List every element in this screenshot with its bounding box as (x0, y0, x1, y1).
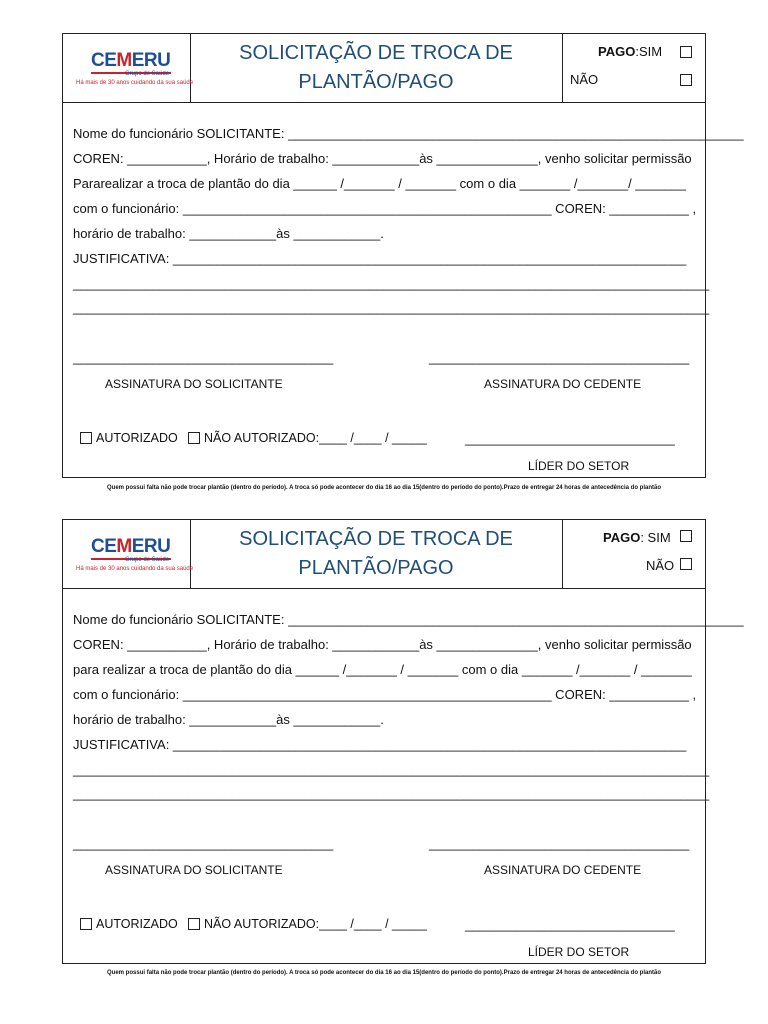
signature-line-solicitante[interactable]: ____________________________________ (73, 836, 334, 851)
nao-autorizado-option[interactable]: NÃO AUTORIZADO:____ /____ / _____ (188, 917, 427, 931)
title-cell (190, 520, 563, 588)
pago-cell (562, 34, 705, 102)
field-justificativa-line[interactable]: ________________________________________________________________________________________ (73, 300, 710, 315)
field-justificativa[interactable]: JUSTIFICATIVA: _______________________________________________________________________ (73, 251, 687, 266)
field-horario[interactable]: horário de trabalho: ____________às ____________. (73, 226, 384, 241)
field-datas[interactable]: Pararealizar a troca de plantão do dia ______ /_______ / _______ com o dia _______ /_______/ _______ (73, 176, 686, 191)
autorizado-checkbox[interactable] (80, 432, 92, 444)
signature-label-cedente: ASSINATURA DO CEDENTE (484, 863, 642, 877)
form-title: SOLICITAÇÃO DE TROCA DE PLANTÃO/PAGO (239, 42, 513, 93)
signature-label-cedente: ASSINATURA DO CEDENTE (484, 377, 642, 391)
logo (63, 520, 194, 588)
field-justificativa[interactable]: JUSTIFICATIVA: _______________________________________________________________________ (73, 737, 687, 752)
field-funcionario[interactable]: com o funcionário: ___________________________________________________ COREN: ___________ , (73, 687, 697, 702)
pago-sim-row: PAGO :SIM (598, 44, 663, 59)
nao-autorizado-checkbox[interactable] (188, 918, 200, 930)
form-title: SOLICITAÇÃO DE TROCA DE PLANTÃO/PAGO (239, 528, 513, 579)
field-datas[interactable]: para realizar a troca de plantão do dia ______ /_______ / _______ com o dia _______ /_______ / _______ (73, 662, 692, 677)
signature-label-solicitante: ASSINATURA DO SOLICITANTE (105, 377, 283, 391)
logo-subtitle: Grupo de Saúde (125, 557, 170, 563)
autorizado-checkbox[interactable] (80, 918, 92, 930)
field-nome[interactable]: Nome do funcionário SOLICITANTE: _______________________________________________________________ (73, 126, 744, 141)
pago-cell (562, 520, 705, 588)
logo-tagline: Há mais de 30 anos cuidando da sua saúde (76, 80, 194, 86)
field-horario[interactable]: horário de trabalho: ____________às ____________. (73, 712, 384, 727)
field-coren[interactable]: COREN: ___________, Horário de trabalho: ____________às ______________, venho solicitar permissão (73, 637, 692, 652)
lider-label: LÍDER DO SETOR (528, 945, 630, 959)
pago-sim-row: PAGO : SIM (603, 530, 671, 545)
field-funcionario[interactable]: com o funcionário: ___________________________________________________ COREN: ___________ , (73, 201, 697, 216)
lider-signature-line[interactable]: _____________________________ (465, 431, 675, 446)
lider-signature-line[interactable]: _____________________________ (465, 917, 675, 932)
pago-sim-checkbox[interactable] (680, 530, 692, 542)
field-coren[interactable]: COREN: ___________, Horário de trabalho: ____________às ______________, venho solicitar permissão (73, 151, 692, 166)
form-2 (62, 519, 744, 964)
footnote-2: Quem possui falta não pode trocar plantão (dentro do período). A troca só pode acontecer do dia 16 ao dia 15(dentro do período do ponto).Prazo de entregar 24 horas de antecedência do plantão (107, 970, 661, 976)
form-header (63, 34, 705, 103)
title-cell (190, 34, 563, 102)
signature-line-cedente[interactable]: ____________________________________ (429, 350, 690, 365)
autorizado-option[interactable]: AUTORIZADO (80, 917, 178, 931)
field-justificativa-line[interactable]: ________________________________________________________________________________________ (73, 786, 710, 801)
nao-autorizado-option[interactable]: NÃO AUTORIZADO:____ /____ / _____ (188, 431, 427, 445)
logo-tagline: Há mais de 30 anos cuidando da sua saúde (76, 566, 194, 572)
signature-line-cedente[interactable]: ____________________________________ (429, 836, 690, 851)
logo-wordmark: CEMERU (91, 50, 171, 71)
lider-label: LÍDER DO SETOR (528, 459, 630, 473)
form-1 (62, 33, 744, 478)
autorizado-option[interactable]: AUTORIZADO (80, 431, 178, 445)
pago-nao-checkbox[interactable] (680, 74, 692, 86)
field-justificativa-line[interactable]: ________________________________________________________________________________________ (73, 762, 710, 777)
nao-label: NÃO (646, 558, 675, 573)
signature-label-solicitante: ASSINATURA DO SOLICITANTE (105, 863, 283, 877)
signature-line-solicitante[interactable]: ____________________________________ (73, 350, 334, 365)
field-nome[interactable]: Nome do funcionário SOLICITANTE: _______________________________________________________________ (73, 612, 744, 627)
pago-nao-checkbox[interactable] (680, 558, 692, 570)
nao-autorizado-checkbox[interactable] (188, 432, 200, 444)
nao-label: NÃO (570, 72, 599, 87)
form-header (63, 520, 705, 589)
pago-sim-checkbox[interactable] (680, 46, 692, 58)
field-justificativa-line[interactable]: ________________________________________________________________________________________ (73, 276, 710, 291)
logo (63, 34, 194, 102)
logo-wordmark: CEMERU (91, 536, 171, 557)
footnote-1: Quem possui falta não pode trocar plantão (dentro do período). A troca só pode acontecer do dia 16 ao dia 15(dentro do período do ponto).Prazo de entregar 24 horas de antecedência do plantão (107, 485, 661, 491)
logo-subtitle: Grupo de Saúde (125, 71, 170, 77)
